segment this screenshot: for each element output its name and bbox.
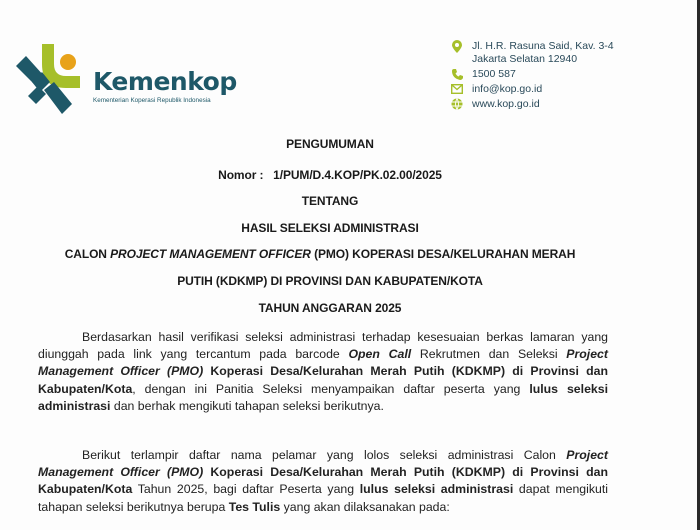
email-icon [450, 83, 464, 95]
paragraph-2: Berikut terlampir daftar nama pelamar yang lolos seleksi administrasi Calon Project Management Officer (PMO) Koperasi Desa/Kelurahan Merah Putih (KDKMP) di Provinsi dan Kabupaten/Kota Tahun 2025, bagi daftar Peserta yang lulus seleksi administrasi dapat mengikuti tahapan seleksi berikutnya berupa Tes Tulis yang akan dilaksanakan pada: [38, 448, 609, 514]
phone-icon [450, 68, 464, 80]
heading-subject-4: TAHUN ANGGARAN 2025 [258, 301, 402, 315]
heading-subject-3: PUTIH (KDKMP) DI PROVINSI DAN KABUPATEN/KOTA [177, 274, 483, 288]
contact-website[interactable]: www.kop.go.id [450, 98, 614, 113]
kemenkop-logo-icon [14, 42, 86, 116]
brand-name: Kemenkop [93, 67, 237, 96]
heading-subject-2: CALON PROJECT MANAGEMENT OFFICER (PMO) KOPERASI DESA/KELURAHAN MERAH [64, 247, 576, 261]
paragraph-1: Berdasarkan hasil verifikasi seleksi administrasi terhadap kesesuaian berkas lamaran yang diunggah pada link yang tercantum pada barcode Open Call Rekrutmen dan Seleksi Project Management Officer (PMO) Koperasi Desa/Kelurahan Merah Putih (KDKMP) di Provinsi dan Kabupaten/Kota, dengan ini Panitia Seleksi menyampaikan daftar peserta yang lulus seleksi administrasi dan berhak mengikuti tahapan seleksi berikutnya. [38, 330, 608, 413]
heading-tentang: TENTANG [301, 194, 359, 208]
brand-block [93, 68, 237, 104]
heading-subject-1: HASIL SELEKSI ADMINISTRASI [241, 221, 419, 235]
globe-icon [450, 98, 464, 110]
contact-address: Jl. H.R. Rasuna Said, Kav. 3-4 Jakarta Selatan 12940 [450, 40, 614, 68]
contact-phone: 1500 587 [450, 68, 614, 83]
heading-number: Nomor : 1/PUM/D.4.KOP/PK.02.00/2025 [218, 168, 442, 182]
contact-block [450, 40, 614, 113]
heading-title: PENGUMUMAN [286, 137, 374, 151]
location-pin-icon [450, 40, 464, 52]
contact-email[interactable]: info@kop.go.id [450, 83, 614, 98]
brand-subtitle: Kementerian Koperasi Republik Indonesia [93, 97, 211, 104]
